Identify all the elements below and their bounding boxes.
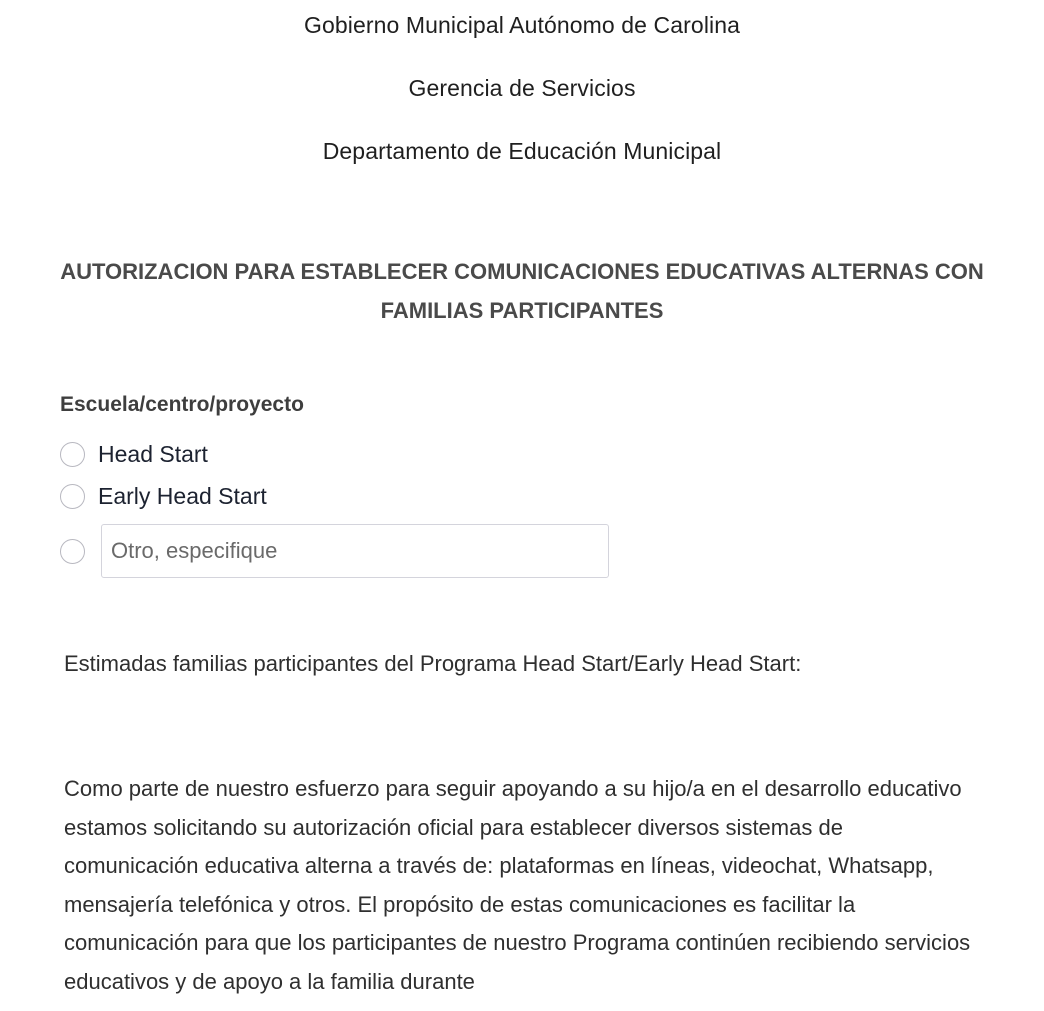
other-specify-input[interactable] bbox=[101, 524, 609, 578]
radio-label[interactable]: Head Start bbox=[98, 440, 208, 467]
header-municipality: Gobierno Municipal Autónomo de Carolina bbox=[303, 12, 741, 38]
radio-option-other[interactable] bbox=[60, 523, 609, 579]
greeting-text: Estimadas familias participantes del Programa Head Start/Early Head Start: bbox=[64, 651, 802, 676]
radio-button[interactable] bbox=[60, 484, 85, 509]
body-paragraph: Como parte de nuestro esfuerzo para seguir apoyando a su hijo/a en el desarrollo educativo estamos solicitando su autorización oficial para establecer diversos sistemas de comunicación educativa alterna a través de: plataformas en líneas, videochat, Whatsapp, mensajería telefónica y otros. El propósito de estas comunicaciones es facilitar la comunicación para que los participantes de nuestro Programa continúen recibiendo servicios educativos y de apoyo a la familia durante bbox=[64, 776, 971, 994]
radio-button[interactable] bbox=[60, 539, 85, 564]
radio-option-head-start[interactable] bbox=[60, 439, 208, 469]
radio-option-early-head-start[interactable] bbox=[60, 481, 267, 511]
school-field-label: Escuela/centro/proyecto bbox=[60, 393, 304, 416]
radio-label[interactable]: Early Head Start bbox=[98, 482, 267, 509]
radio-button[interactable] bbox=[60, 442, 85, 467]
header-department: Departamento de Educación Municipal bbox=[322, 138, 722, 164]
header-management: Gerencia de Servicios bbox=[408, 75, 636, 101]
form-title: AUTORIZACION PARA ESTABLECER COMUNICACIONES EDUCATIVAS ALTERNAS CON FAMILIAS PARTICIPANTES bbox=[60, 259, 984, 323]
